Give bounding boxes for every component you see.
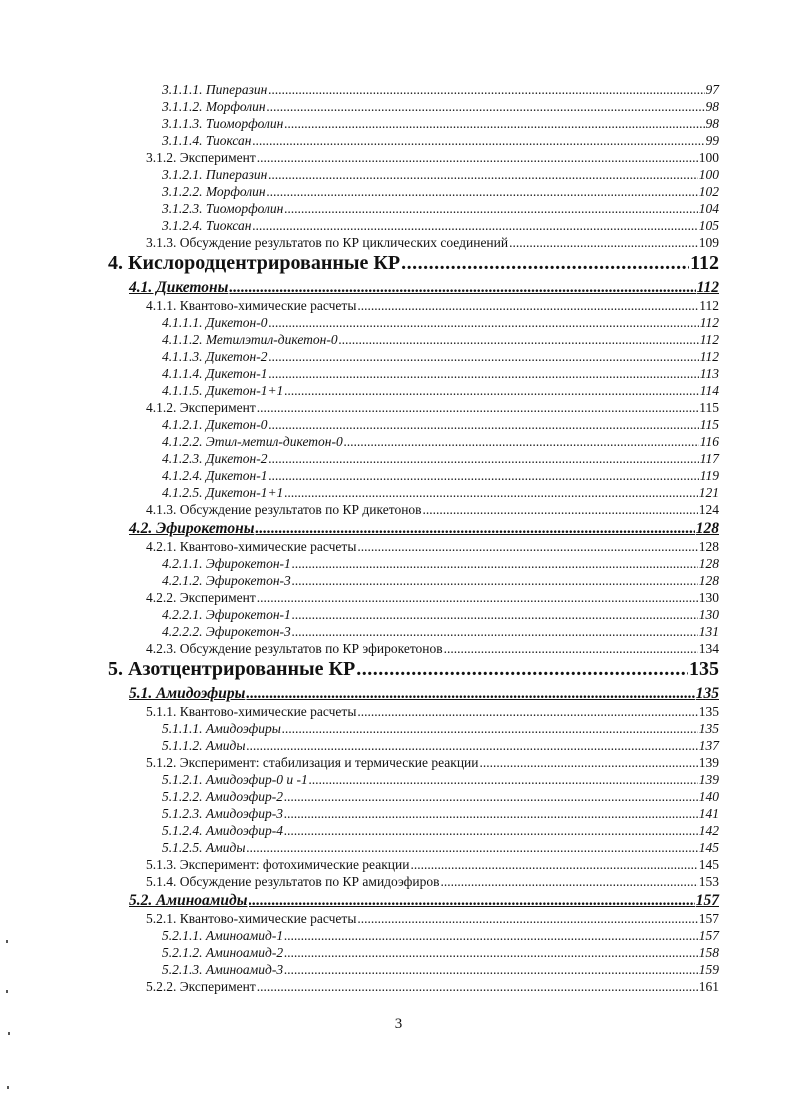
toc-leader-dots: [268, 451, 698, 467]
toc-entry-sec: [146, 641, 719, 659]
toc-entry-sub: [162, 789, 719, 807]
toc-entry-label: 5.1. Амидоэфиры: [129, 685, 246, 702]
toc-entry-sub: [162, 624, 719, 642]
toc-entry-page: 113: [699, 366, 719, 381]
toc-entry-page: 159: [698, 962, 719, 977]
toc-leader-dots: [268, 417, 698, 433]
toc-entry-sec: [146, 539, 719, 557]
toc-entry-label: 5.1.1.2. Амиды: [162, 738, 246, 753]
toc-leader-dots: [255, 520, 694, 538]
toc-entry-label: 5.1.4. Обсуждение результатов по КР амидоэфиров: [146, 874, 440, 889]
toc-entry-page: 112: [696, 279, 719, 296]
toc-entry-label: 5.2.1.2. Аминоамид-2: [162, 945, 284, 960]
toc-entry-chap: [108, 658, 719, 682]
toc-leader-dots: [246, 840, 697, 856]
toc-entry-label: 3.1.2.4. Тиоксан: [162, 218, 252, 233]
toc-leader-dots: [284, 823, 698, 839]
scan-speck: [8, 1032, 10, 1035]
toc-entry-sec: [146, 235, 719, 253]
toc-entry-label: 4.1.3. Обсуждение результатов по КР дикетонов: [146, 502, 422, 517]
toc-entry-page: 99: [705, 133, 719, 148]
toc-entry-label: 4.1.2.2. Этил-метил-дикетон-0: [162, 434, 343, 449]
toc-entry-label: 5.2.1.3. Аминоамид-3: [162, 962, 284, 977]
toc-entry-page: 115: [699, 417, 719, 432]
toc-leader-dots: [268, 366, 698, 382]
toc-entry-page: 145: [698, 857, 719, 872]
toc-entry-label: 4.1.1.3. Дикетон-2: [162, 349, 268, 364]
toc-entry-page: 109: [698, 235, 719, 250]
toc-leader-dots: [509, 235, 698, 251]
toc-entry-sub: [162, 82, 719, 100]
toc-leader-dots: [344, 434, 699, 450]
toc-entry-page: 131: [698, 624, 719, 639]
toc-entry-label: 5.1.3. Эксперимент: фотохимические реакции: [146, 857, 410, 872]
toc-entry-label: 4.2.2.2. Эфирокетон-3: [162, 624, 291, 639]
toc-entry-sub: [162, 451, 719, 469]
toc-entry-sub: [162, 116, 719, 134]
toc-entry-label: 3.1.2.3. Тиоморфолин: [162, 201, 284, 216]
toc-entry-page: 139: [698, 755, 719, 770]
toc-entry-label: 5.1.1. Квантово-химические расчеты: [146, 704, 357, 719]
toc-entry-label: 5.1.1.1. Амидоэфиры: [162, 721, 281, 736]
toc-entry-sub: [162, 840, 719, 858]
toc-entry-sub: [162, 167, 719, 185]
toc-entry-sub: [162, 607, 719, 625]
toc-leader-dots: [284, 789, 698, 805]
toc-entry-sec: [146, 704, 719, 722]
toc-entry-label: 5.1.2.4. Амидоэфир-4: [162, 823, 283, 838]
toc-leader-dots: [282, 721, 698, 737]
toc-entry-label: 5. Азотцентрированные КР: [108, 658, 356, 680]
toc-entry-sec: [146, 911, 719, 929]
toc-entry-label: 4.1.1.4. Дикетон-1: [162, 366, 268, 381]
toc-entry-sec: [146, 874, 719, 892]
toc-leader-dots: [246, 685, 694, 703]
toc-entry-label: 4.1.2.5. Дикетон-1+1: [162, 485, 284, 500]
toc-leader-dots: [292, 624, 698, 640]
toc-entry-page: 100: [698, 150, 719, 165]
toc-entry-sub: [162, 485, 719, 503]
toc-entry-page: 145: [698, 840, 719, 855]
toc-entry-sub: [162, 823, 719, 841]
toc-entry-label: 4.2.2.1. Эфирокетон-1: [162, 607, 291, 622]
toc-leader-dots: [229, 279, 695, 297]
toc-leader-dots: [357, 911, 697, 927]
toc-entry-page: 112: [699, 298, 719, 313]
toc-entry-sec: [146, 857, 719, 875]
toc-entry-label: 4.1.1. Квантово-химические расчеты: [146, 298, 357, 313]
toc-entry-sub: [162, 573, 719, 591]
scan-speck: [7, 1086, 9, 1089]
toc-entry-label: 5.1.2.2. Амидоэфир-2: [162, 789, 283, 804]
scan-speck: [6, 940, 8, 943]
toc-entry-page: 98: [705, 116, 719, 131]
toc-entry-label: 5.1.2.3. Амидоэфир-3: [162, 806, 283, 821]
toc-entry-label: 3.1.1.1. Пиперазин: [162, 82, 268, 97]
toc-entry-page: 161: [698, 979, 719, 994]
toc-entry-sub: [162, 928, 719, 946]
toc-entry-label: 4. Кислородцентрированные КР: [108, 252, 401, 274]
toc-entry-sub: [162, 434, 719, 452]
toc-entry-label: 3.1.1.4. Тиоксан: [162, 133, 252, 148]
toc-leader-dots: [284, 116, 704, 132]
toc-entry-sub: [162, 721, 719, 739]
toc-leader-dots: [292, 607, 698, 623]
toc-entry-page: 157: [698, 911, 719, 926]
toc-entry-page: 130: [698, 590, 719, 605]
toc-entry-sec: [146, 298, 719, 316]
toc-entry-label: 3.1.2.1. Пиперазин: [162, 167, 268, 182]
toc-leader-dots: [257, 150, 698, 166]
toc-entry-page: 102: [698, 184, 719, 199]
toc-entry-page: 135: [698, 721, 719, 736]
toc-entry-label: 5.1.2.5. Амиды: [162, 840, 246, 855]
toc-entry-sub: [162, 366, 719, 384]
toc-entry-label: 4.1.2.1. Дикетон-0: [162, 417, 268, 432]
toc-entry-label: 3.1.3. Обсуждение результатов по КР циклических соединений: [146, 235, 509, 250]
toc-entry-part: [129, 279, 719, 299]
toc-leader-dots: [257, 400, 699, 416]
toc-entry-page: 130: [698, 607, 719, 622]
toc-entry-page: 104: [698, 201, 719, 216]
toc-entry-page: 121: [698, 485, 719, 500]
toc-entry-page: 135: [695, 685, 719, 702]
toc-leader-dots: [267, 99, 705, 115]
toc-entry-label: 4.1.2.3. Дикетон-2: [162, 451, 268, 466]
toc-leader-dots: [357, 298, 698, 314]
page-number: 3: [394, 1016, 403, 1032]
toc-entry-page: 135: [689, 658, 719, 680]
toc-leader-dots: [356, 658, 688, 681]
toc-leader-dots: [410, 857, 697, 873]
toc-entry-label: 4.1.2.4. Дикетон-1: [162, 468, 268, 483]
toc-entry-page: 117: [699, 451, 719, 466]
toc-entry-page: 157: [698, 928, 719, 943]
toc-leader-dots: [401, 252, 689, 275]
toc-leader-dots: [441, 874, 698, 890]
toc-leader-dots: [292, 556, 698, 572]
toc-entry-sec: [146, 590, 719, 608]
toc-leader-dots: [268, 468, 698, 484]
toc-entry-label: 5.2.1. Квантово-химические расчеты: [146, 911, 357, 926]
toc-entry-sec: [146, 502, 719, 520]
toc-entry-page: 139: [698, 772, 719, 787]
toc-leader-dots: [284, 962, 698, 978]
toc-entry-page: 128: [695, 520, 719, 537]
toc-leader-dots: [423, 502, 698, 518]
toc-leader-dots: [292, 573, 698, 589]
toc-leader-dots: [284, 485, 697, 501]
scan-speck: [6, 990, 8, 993]
toc-leader-dots: [284, 928, 698, 944]
toc-entry-page: 124: [698, 502, 719, 517]
toc-entry-label: 5.1.2.1. Амидоэфир-0 и -1: [162, 772, 308, 787]
toc-entry-page: 141: [698, 806, 719, 821]
toc-entry-sec: [146, 400, 719, 418]
toc-entry-page: 142: [698, 823, 719, 838]
toc-entry-sub: [162, 99, 719, 117]
toc-entry-label: 3.1.1.3. Тиоморфолин: [162, 116, 284, 131]
toc-leader-dots: [284, 201, 697, 217]
toc-entry-label: 4.2.2. Эксперимент: [146, 590, 256, 605]
toc-leader-dots: [357, 704, 697, 720]
toc-leader-dots: [357, 539, 697, 555]
toc-entry-sub: [162, 133, 719, 151]
toc-leader-dots: [268, 167, 697, 183]
toc-entry-page: 158: [698, 945, 719, 960]
toc-leader-dots: [257, 590, 698, 606]
toc-leader-dots: [339, 332, 699, 348]
toc-entry-page: 112: [699, 349, 719, 364]
toc-entry-label: 4.1.1.2. Метилэтил-дикетон-0: [162, 332, 338, 347]
toc-entry-sub: [162, 806, 719, 824]
toc-entry-part: [129, 685, 719, 705]
toc-entry-label: 5.1.2. Эксперимент: стабилизация и термические реакции: [146, 755, 479, 770]
toc-entry-label: 4.1.1.5. Дикетон-1+1: [162, 383, 284, 398]
toc-entry-page: 112: [690, 252, 719, 274]
toc-entry-part: [129, 892, 719, 912]
toc-entry-chap: [108, 252, 719, 276]
toc-entry-label: 3.1.1.2. Морфолин: [162, 99, 266, 114]
toc-entry-page: 112: [699, 315, 719, 330]
toc-entry-page: 98: [705, 99, 719, 114]
toc-entry-sec: [146, 755, 719, 773]
toc-entry-label: 5.2.1.1. Аминоамид-1: [162, 928, 284, 943]
toc-entry-sec: [146, 150, 719, 168]
toc-entry-page: 114: [699, 383, 719, 398]
toc-entry-label: 4.2. Эфирокетоны: [129, 520, 255, 537]
toc-leader-dots: [257, 979, 698, 995]
toc-leader-dots: [284, 806, 698, 822]
toc-entry-page: 153: [698, 874, 719, 889]
toc-entry-sub: [162, 332, 719, 350]
toc-entry-page: 140: [698, 789, 719, 804]
toc-entry-label: 5.2.2. Эксперимент: [146, 979, 256, 994]
toc-entry-sub: [162, 201, 719, 219]
toc-leader-dots: [268, 82, 704, 98]
toc-entry-sub: [162, 315, 719, 333]
toc-entry-label: 3.1.2.2. Морфолин: [162, 184, 266, 199]
toc-entry-sub: [162, 218, 719, 236]
toc-entry-label: 3.1.2. Эксперимент: [146, 150, 256, 165]
toc-entry-label: 4.1.2. Эксперимент: [146, 400, 256, 415]
toc-entry-label: 5.2. Аминоамиды: [129, 892, 248, 909]
toc-entry-page: 135: [698, 704, 719, 719]
toc-entry-page: 100: [698, 167, 719, 182]
toc-entry-label: 4.2.3. Обсуждение результатов по КР эфирокетонов: [146, 641, 443, 656]
toc-leader-dots: [309, 772, 698, 788]
toc-entry-label: 4.2.1.2. Эфирокетон-3: [162, 573, 291, 588]
toc-leader-dots: [480, 755, 698, 771]
toc-entry-page: 134: [698, 641, 719, 656]
toc-entry-part: [129, 520, 719, 540]
toc-entry-sub: [162, 945, 719, 963]
toc-leader-dots: [246, 738, 697, 754]
toc-leader-dots: [252, 218, 697, 234]
toc-entry-sub: [162, 184, 719, 202]
toc-entry-page: 119: [699, 468, 719, 483]
toc-entry-page: 105: [698, 218, 719, 233]
toc-leader-dots: [284, 945, 698, 961]
toc-entry-sub: [162, 738, 719, 756]
toc-leader-dots: [268, 349, 698, 365]
toc-entry-sub: [162, 349, 719, 367]
toc-entry-page: 115: [699, 400, 719, 415]
toc-entry-sub: [162, 383, 719, 401]
toc-entry-sub: [162, 772, 719, 790]
toc-entry-sub: [162, 417, 719, 435]
toc-entry-sub: [162, 962, 719, 980]
toc-entry-page: 128: [698, 539, 719, 554]
toc-entry-label: 4.1.1.1. Дикетон-0: [162, 315, 268, 330]
toc-entry-page: 128: [698, 573, 719, 588]
toc-entry-page: 97: [705, 82, 719, 97]
toc-entry-page: 112: [699, 332, 719, 347]
toc-leader-dots: [252, 133, 704, 149]
toc-entry-label: 4.2.1. Квантово-химические расчеты: [146, 539, 357, 554]
toc-leader-dots: [268, 315, 698, 331]
toc-entry-sub: [162, 468, 719, 486]
toc-entry-sub: [162, 556, 719, 574]
toc-leader-dots: [444, 641, 698, 657]
toc-entry-sec: [146, 979, 719, 997]
toc-entry-page: 157: [695, 892, 719, 909]
toc-entry-label: 4.2.1.1. Эфирокетон-1: [162, 556, 291, 571]
toc-leader-dots: [249, 892, 695, 910]
toc-leader-dots: [284, 383, 698, 399]
toc-leader-dots: [267, 184, 698, 200]
toc-entry-page: 137: [698, 738, 719, 753]
toc-entry-label: 4.1. Дикетоны: [129, 279, 229, 296]
toc-entry-page: 128: [698, 556, 719, 571]
toc-entry-page: 116: [699, 434, 719, 449]
